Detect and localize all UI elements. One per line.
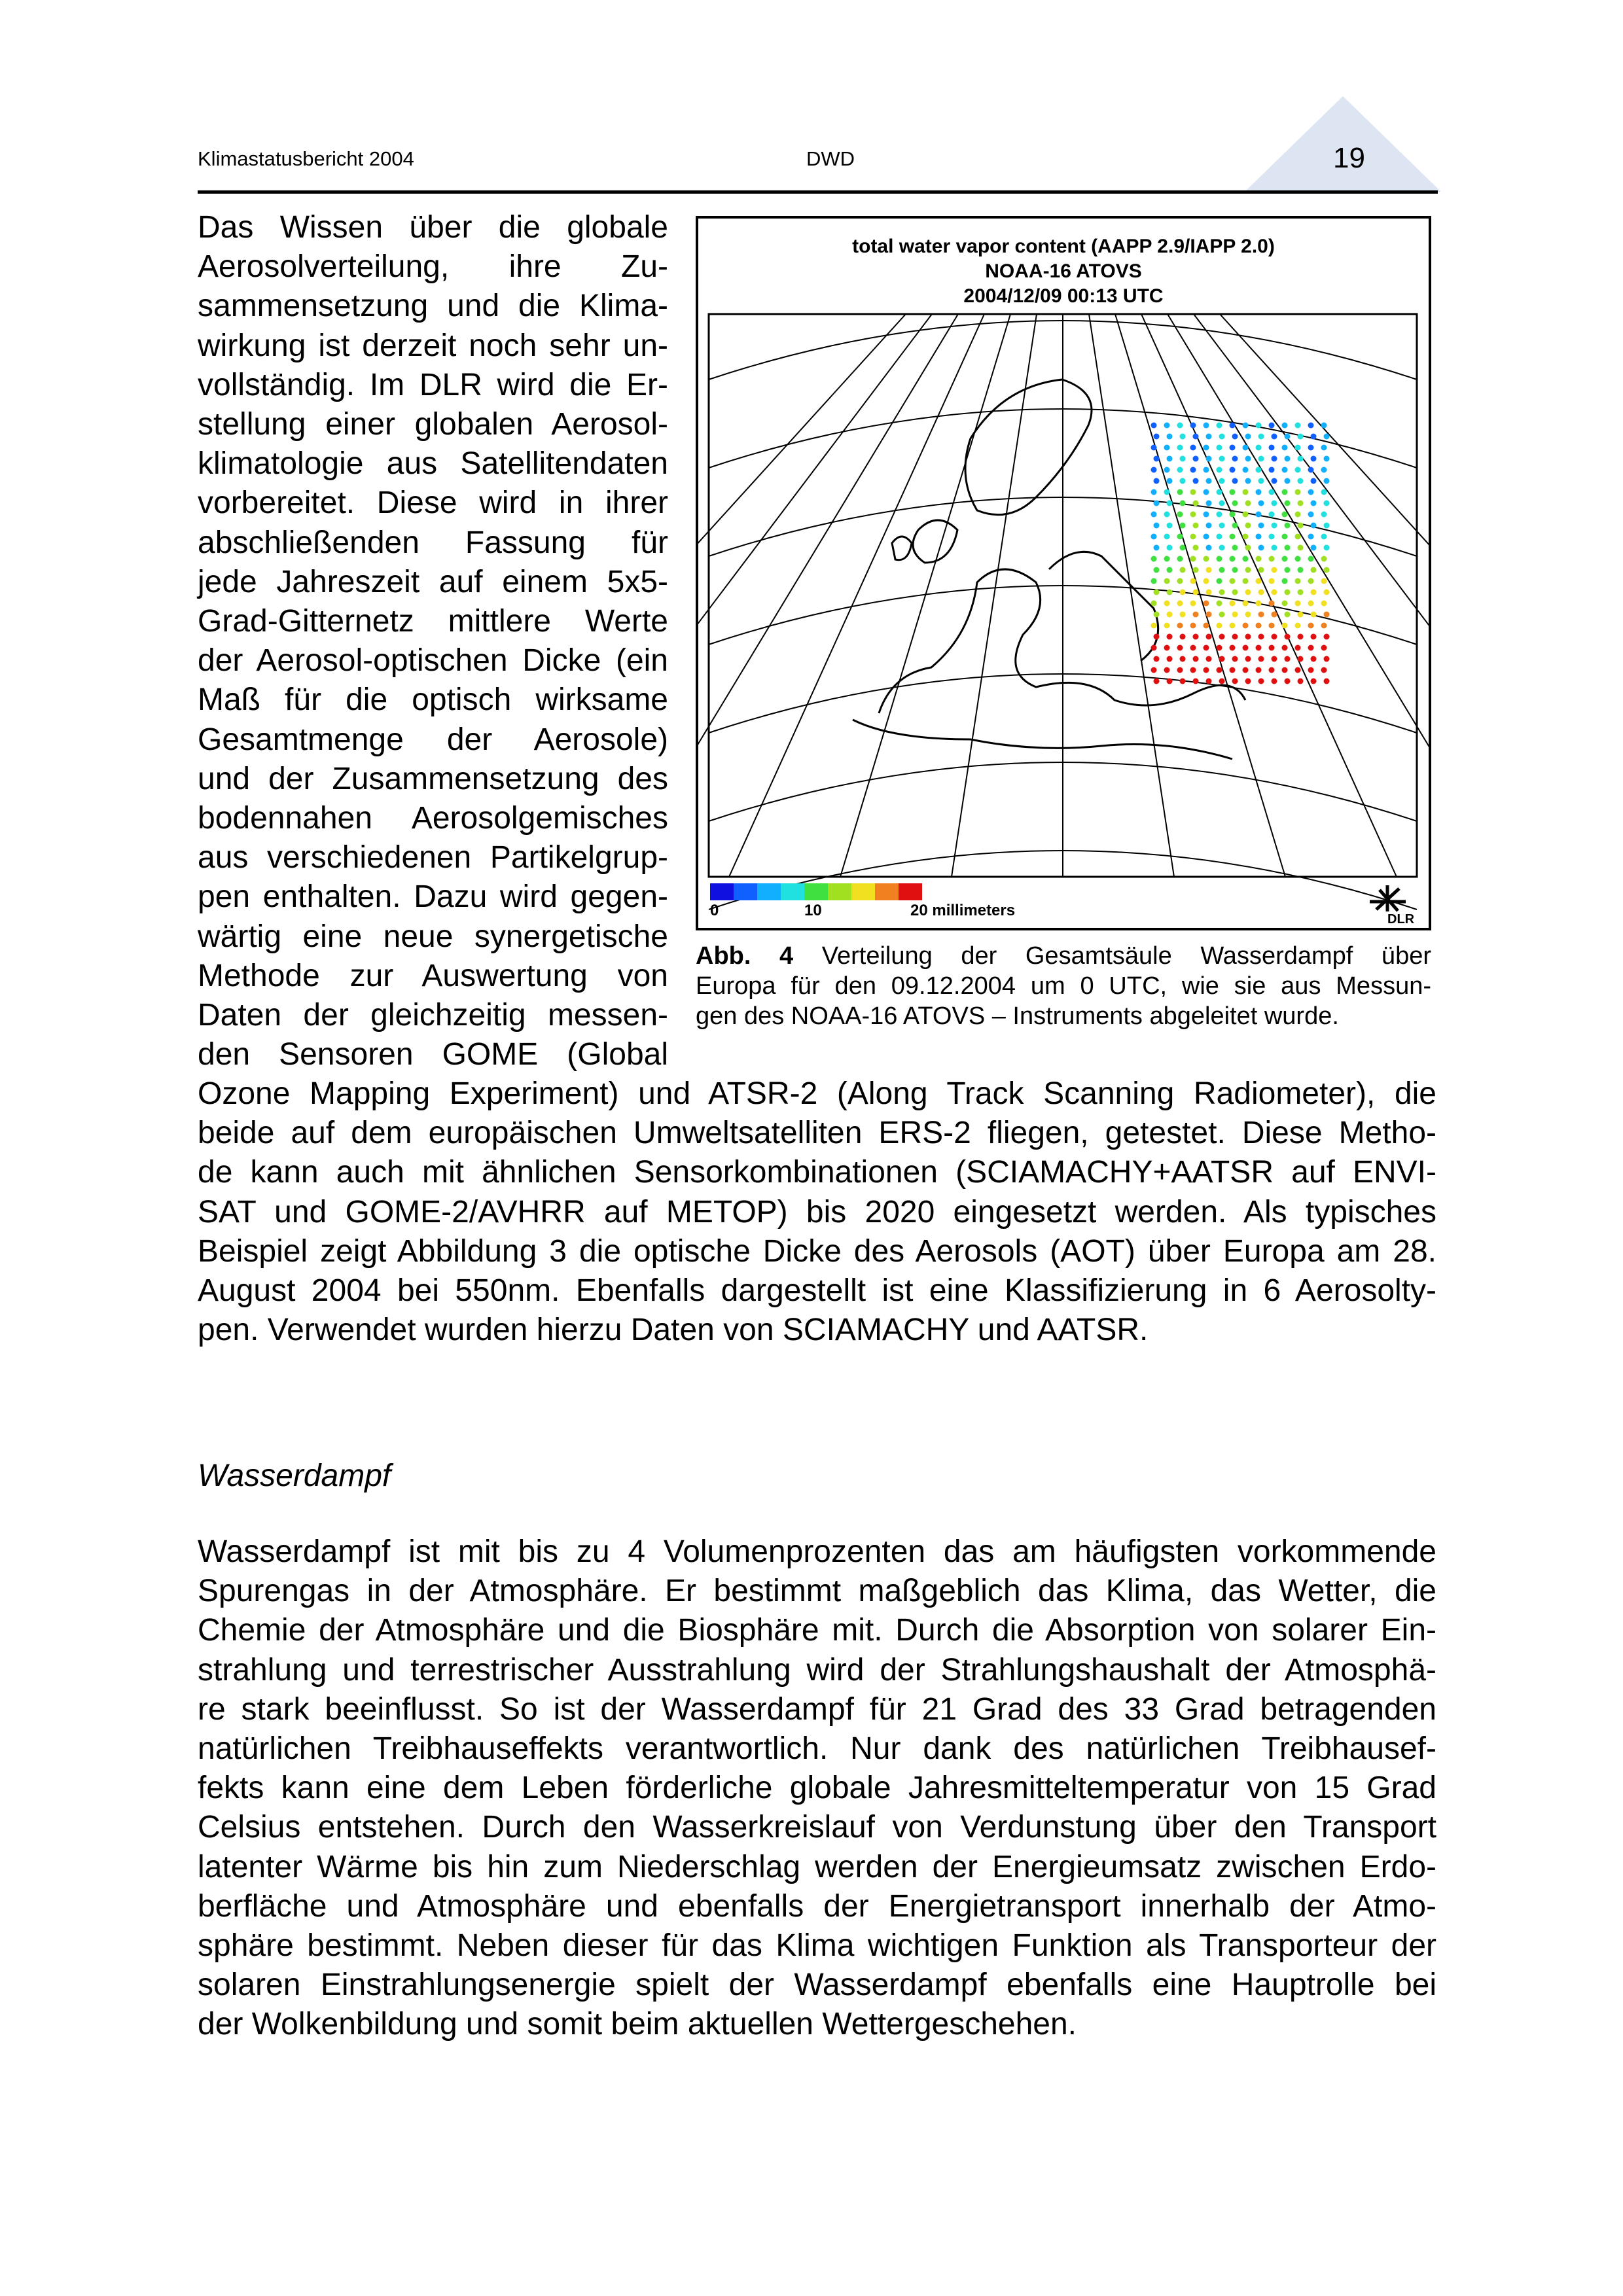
colorbar-segment [875,883,899,900]
caption-text-1: Verteilung der Gesamtsäule Wasserdampf über [793,942,1431,970]
colorbar-segment [851,883,875,900]
aerosol-left-line: Maß für die optisch wirksame [198,682,668,718]
scale-label-10: 10 [804,902,822,919]
paragraph-aerosol-left [198,208,668,1074]
aerosol-left-line: sammensetzung und die Klima- [198,289,668,324]
aerosol-full-line: August 2004 bei 550nm. Ebenfalls dargestellt ist eine Klassifizierung in 6 Aerosolty- [198,1273,1436,1309]
dlr-logo-icon [1366,882,1412,915]
aerosol-left-line: der Aerosol-optischen Dicke (ein [198,643,668,679]
report-title: Klimastatusbericht 2004 [198,147,414,170]
map-title-line2: NOAA-16 ATOVS [985,260,1142,282]
caption-line-2: Europa für den 09.12.2004 um 0 UTC, wie sie aus Messun- [696,972,1431,1000]
aerosol-left-line: wirkung ist derzeit noch sehr un- [198,328,668,363]
aerosol-full-line: de kann auch mit ähnlichen Sensorkombinationen (SCIAMACHY+AATSR auf ENVI- [198,1155,1436,1190]
wasserdampf-line: Chemie der Atmosphäre und die Biosphäre mit. Durch die Absorption von solarer Ein- [198,1613,1436,1648]
scale-label-0: 0 [710,902,719,919]
section-heading-wasserdampf: Wasserdampf [198,1458,391,1493]
aerosol-left-line: bodennahen Aerosolgemisches [198,801,668,836]
colorbar-segment [828,883,851,900]
aerosol-left-line: jede Jahreszeit auf einem 5x5- [198,564,668,599]
colorbar-segment [757,883,781,900]
water-vapor-map-figure [696,216,1431,930]
scale-label-20: 20 millimeters [910,902,1016,919]
aerosol-left-line: stellung einer globalen Aerosol- [198,407,668,442]
wasserdampf-line: der Wolkenbildung und somit beim aktuellen Wettergeschehen. [198,2007,1077,2042]
aerosol-full-line: beide auf dem europäischen Umweltsatelliten ERS-2 fliegen, getestet. Diese Metho- [198,1116,1436,1151]
aerosol-left-line: Das Wissen über die globale [198,210,668,245]
aerosol-full-line: SAT und GOME-2/AVHRR auf METOP) bis 2020 eingesetzt werden. Als typisches [198,1194,1436,1229]
aerosol-left-line: den Sensoren GOME (Global [198,1037,668,1072]
wasserdampf-line: re stark beeinflusst. So ist der Wasserdampf für 21 Grad des 33 Grad betragenden [198,1691,1436,1727]
aerosol-left-line: klimatologie aus Satellitendaten [198,446,668,482]
figure-caption [696,941,1431,1031]
caption-line-3: gen des NOAA-16 ATOVS – Instruments abgeleitet wurde. [696,1002,1339,1030]
aerosol-left-line: wärtig eine neue synergetische [198,919,668,954]
colorbar-segment [899,883,922,900]
aerosol-left-line: Gesamtmenge der Aerosole) [198,722,668,757]
wasserdampf-line: natürlichen Treibhauseffekts verantwortlich. Nur dank des natürlichen Treibhausef- [198,1731,1436,1767]
wasserdampf-line: strahlung und terrestrischer Ausstrahlung wird der Strahlungshaushalt der Atmosphä- [198,1652,1436,1687]
aerosol-left-line: Daten der gleichzeitig messen- [198,998,668,1033]
publisher-name: DWD [806,147,855,170]
aerosol-left-line: vollständig. Im DLR wird die Er- [198,367,668,402]
wasserdampf-line: latenter Wärme bis hin zum Niederschlag werden der Energieumsatz zwischen Erdo- [198,1849,1436,1884]
aerosol-left-line: vorbereitet. Diese wird in ihrer [198,486,668,521]
aerosol-left-line: aus verschiedenen Partikelgrup- [198,840,668,875]
aerosol-full-line: pen. Verwendet wurden hierzu Daten von SCIAMACHY und AATSR. [198,1313,1149,1348]
colorbar-segment [710,883,734,900]
paragraph-wasserdampf [198,1532,1436,2045]
caption-label: Abb. 4 [696,942,794,970]
aerosol-left-line: abschließenden Fassung für [198,525,668,560]
aerosol-full-line: Beispiel zeigt Abbildung 3 die optische Dicke des Aerosols (AOT) über Europa am 28. [198,1233,1436,1269]
page-number: 19 [1333,142,1365,174]
map-title-line3: 2004/12/09 00:13 UTC [963,285,1164,307]
aerosol-full-line: Ozone Mapping Experiment) und ATSR-2 (Along Track Scanning Radiometer), die [198,1076,1436,1111]
aerosol-left-line: Grad-Gitternetz mittlere Werte [198,604,668,639]
wasserdampf-line: Wasserdampf ist mit bis zu 4 Volumenprozenten das am häufigsten vorkommende [198,1534,1436,1569]
aerosol-left-line: Methode zur Auswertung von [198,958,668,993]
wasserdampf-line: Celsius entstehen. Durch den Wasserkreislauf von Verdunstung über den Transport [198,1810,1436,1845]
wasserdampf-line: berfläche und Atmosphäre und ebenfalls der Energietransport innerhalb der Atmo- [198,1888,1436,1924]
aerosol-left-line: pen enthalten. Dazu wird gegen- [198,879,668,915]
aerosol-left-line: Aerosolverteilung, ihre Zu- [198,249,668,285]
paragraph-aerosol-full [198,1074,1436,1350]
map-title-line1: total water vapor content (AAPP 2.9/IAPP 2.0) [852,236,1275,257]
wasserdampf-line: sphäre bestimmt. Neben dieser für das Klima wichtigen Funktion als Transporteur der [198,1928,1436,1964]
caption-line-1 [696,941,1431,971]
aerosol-left-line: und der Zusammensetzung des [198,761,668,796]
wasserdampf-line: solaren Einstrahlungsenergie spielt der Wasserdampf ebenfalls eine Hauptrolle bei [198,1968,1436,2003]
colorbar-segment [734,883,757,900]
wasserdampf-line: Spurengas in der Atmosphäre. Er bestimmt maßgeblich das Klima, das Wetter, die [198,1574,1436,1609]
colorbar-segment [781,883,804,900]
dlr-logo-text: DLR [1387,912,1415,927]
wasserdampf-line: fekts kann eine dem Leben förderliche globale Jahresmitteltemperatur von 15 Grad [198,1771,1436,1806]
page-header [198,142,1436,193]
map-frame [696,216,1431,930]
header-rule [198,190,1438,194]
colorbar-segment [804,883,828,900]
